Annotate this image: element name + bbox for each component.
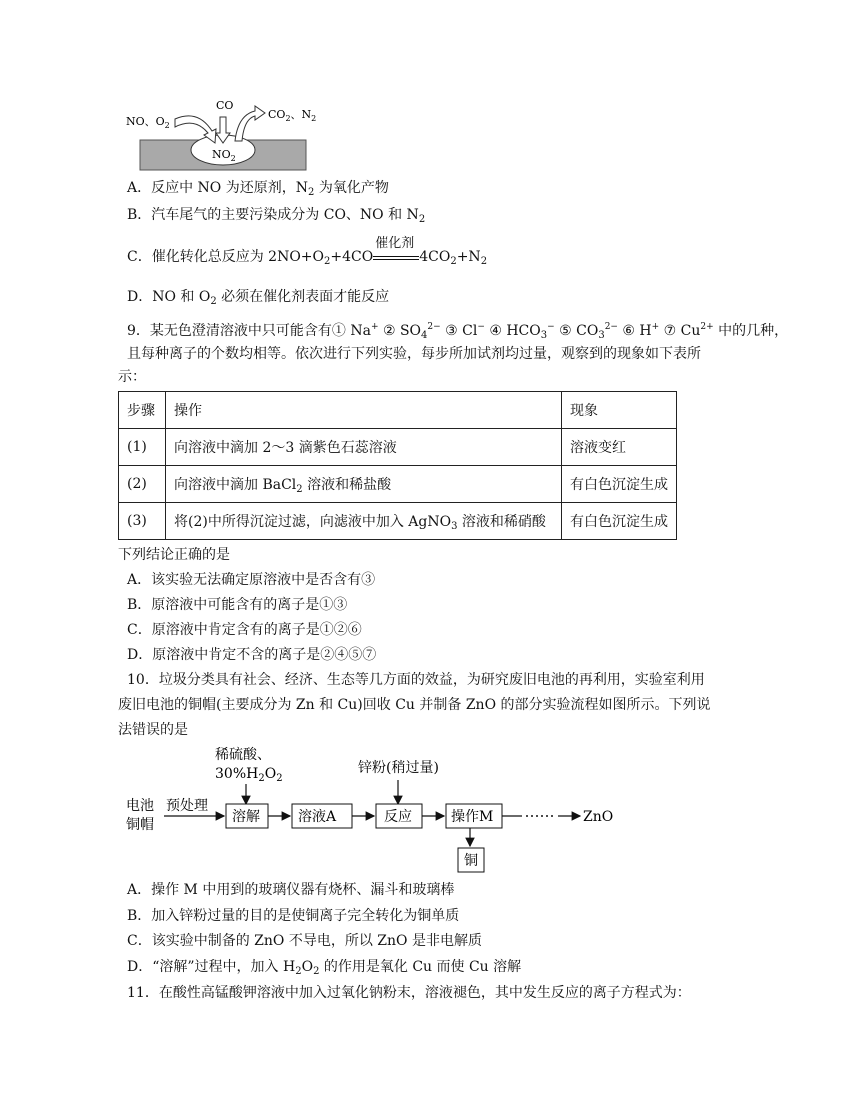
- q9-question: 下列结论正确的是: [118, 547, 230, 563]
- start-label-line2: 铜帽: [126, 817, 154, 833]
- catalyst-diagram: [120, 95, 340, 175]
- q9-stem-line1: 9．某无色澄清溶液中只可能含有① Na+ ② $SO_4^{2-}$ ③ Cl− ④ $HCO_3^-$ ⑤ $CO_3^{2-}$ ⑥ H+ ⑦ $Cu^{2+}$ 中的几种，: [127, 322, 789, 341]
- q8-option-b: B．汽车尾气的主要污染成分为 CO、NO 和 $N_2$: [127, 207, 426, 225]
- row2-result: 有白色沉淀生成: [562, 466, 677, 503]
- header-step: 步骤: [119, 392, 166, 429]
- row1-step: (1): [119, 429, 166, 466]
- inflow-arrow: [175, 116, 216, 143]
- pretreat-label: 预处理: [166, 798, 208, 814]
- reagent1-line2: $30\%H_2O_2$: [215, 766, 283, 784]
- q9-stem-line2: 且每种离子的个数均相等。依次进行下列实验，每步所加试剂均过量，观察到的现象如下表所: [127, 346, 701, 362]
- row2-operation: 向溶液中滴加 BaCl$_2$ 溶液和稀盐酸: [166, 466, 562, 503]
- co-label: CO: [216, 99, 234, 112]
- operation-m-label: 操作M: [451, 809, 494, 825]
- q8-option-d: D．NO 和 $O_2$ 必须在催化剂表面才能反应: [127, 289, 390, 307]
- row2-step: (2): [119, 466, 166, 503]
- experiment-table: [118, 391, 677, 540]
- q10-stem-line3: 法错误的是: [118, 722, 188, 738]
- q10-option-c: C．该实验中制备的 ZnO 不导电，所以 ZnO 是非电解质: [127, 933, 482, 949]
- table-row: [119, 503, 677, 540]
- process-flow-diagram: [118, 740, 638, 875]
- product-label: $CO_2$、$N_2$: [268, 108, 317, 123]
- copper-label: 铜: [464, 853, 478, 869]
- row1-operation: 向溶液中滴加 2～3 滴紫色石蕊溶液: [166, 429, 562, 466]
- catalyst-equals: 催化剂: [373, 248, 419, 266]
- table-row: [119, 466, 677, 503]
- q10-option-a: A．操作 M 中用到的玻璃仪器有烧杯、漏斗和玻璃棒: [127, 882, 455, 898]
- header-operation: 操作: [166, 392, 562, 429]
- start-label-line1: 电池: [126, 798, 154, 814]
- q10-option-d: D．“溶解”过程中，加入 $H_2O_2$ 的作用是氧化 Cu 而使 Cu 溶解: [127, 959, 522, 977]
- q10-stem-line2: 废旧电池的铜帽(主要成分为 Zn 和 Cu)回收 Cu 并制备 ZnO 的部分实验流程如图所示。下列说: [118, 697, 711, 713]
- header-result: 现象: [562, 392, 677, 429]
- q10-option-b: B．加入锌粉过量的目的是使铜离子完全转化为铜单质: [127, 908, 460, 924]
- outflow-arrow: [235, 106, 265, 141]
- row3-operation: 将(2)中所得沉淀过滤，向滤液中加入 AgNO$_3$ 溶液和稀硝酸: [166, 503, 562, 540]
- q9-option-b: B．原溶液中可能含有的离子是①③: [127, 597, 348, 613]
- solution-a-label: 溶液A: [298, 809, 337, 825]
- row3-step: (3): [119, 503, 166, 540]
- q9-option-c: C．原溶液中肯定含有的离子是①②⑥: [127, 622, 362, 638]
- row1-result: 溶液变红: [562, 429, 677, 466]
- table-row: [119, 429, 677, 466]
- q8-option-a: A．反应中 NO 为还原剂，$N_2$ 为氧化产物: [127, 180, 389, 198]
- reaction-label: 反应: [384, 809, 412, 825]
- q9-option-a: A．该实验无法确定原溶液中是否含有③: [127, 572, 376, 588]
- reagent1-line1: 稀硫酸、: [215, 747, 271, 763]
- q10-stem-line1: 10．垃圾分类具有社会、经济、生态等几方面的效益，为研究废旧电池的再利用，实验室利用: [127, 672, 705, 688]
- q9-option-d: D．原溶液中肯定不含的离子是②④⑤⑦: [127, 647, 377, 663]
- q9-stem-line3: 示：: [118, 369, 146, 385]
- row3-result: 有白色沉淀生成: [562, 503, 677, 540]
- q11-stem: 11．在酸性高锰酸钾溶液中加入过氧化钠粉末，溶液褪色，其中发生反应的离子方程式为：: [127, 985, 691, 1001]
- table-header-row: [119, 392, 677, 429]
- q8-option-c: C．催化转化总反应为 $2NO+O_2+4CO$ 催化剂 $4CO_2+N_2$: [127, 236, 488, 267]
- dissolve-label: 溶解: [232, 809, 260, 825]
- reactant-label: NO、$O_2$: [126, 115, 170, 130]
- zno-label: ZnO: [583, 809, 614, 825]
- no2-label: $NO_2$: [212, 148, 236, 163]
- reagent2-label: 锌粉(稍过量): [358, 760, 439, 776]
